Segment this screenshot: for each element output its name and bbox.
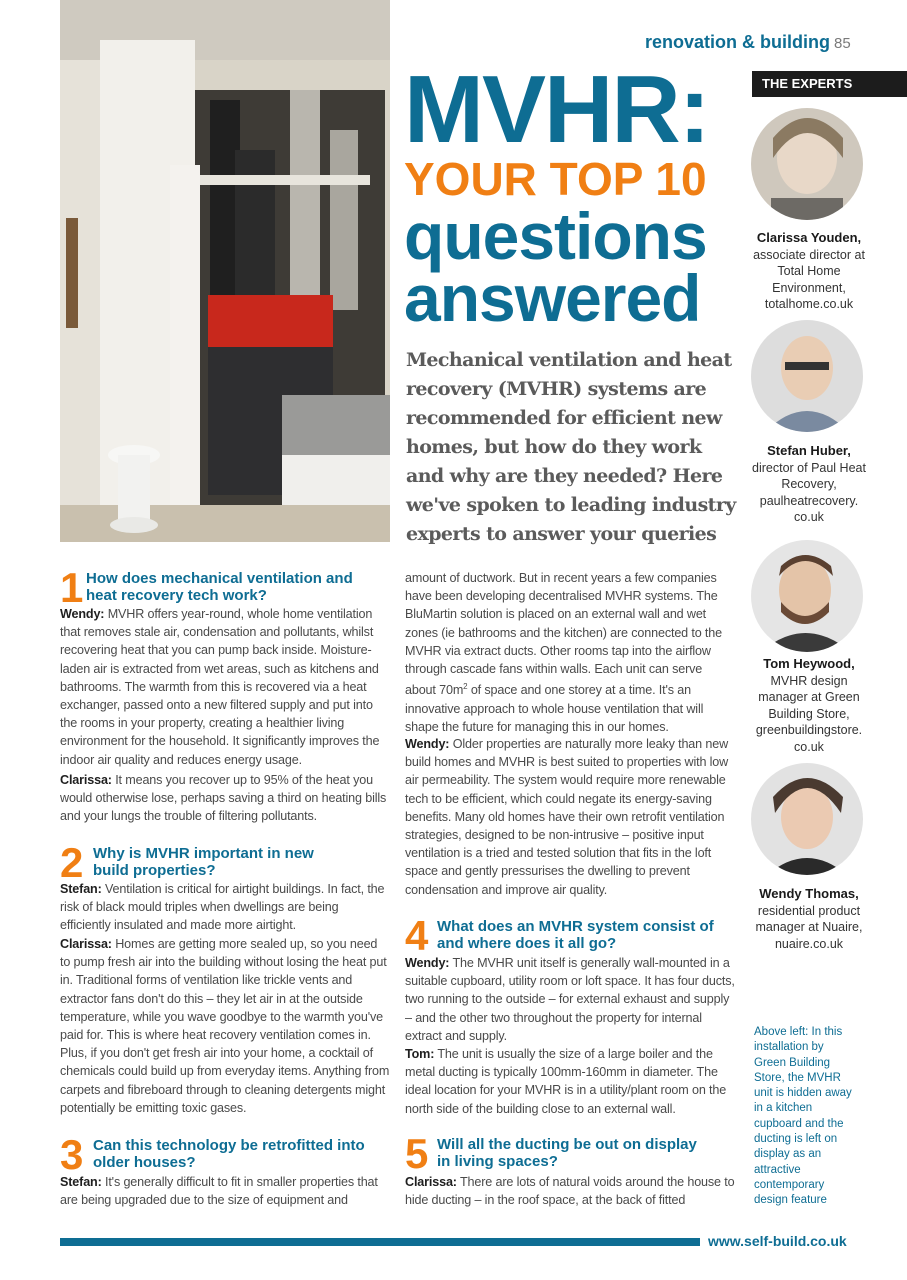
- headline-line-1: MVHR:: [404, 56, 709, 163]
- answer-paragraph: [60, 605, 390, 769]
- speaker: Stefan:: [60, 882, 102, 896]
- answer-text: It means you recover up to 95% of the heat you would otherwise lose, perhaps saving a third on heating bills and your lungs the trouble of filtering pollutants.: [60, 773, 387, 824]
- expert-clarissa: [752, 230, 866, 313]
- superscript: 2: [463, 682, 468, 692]
- expert-tom: [752, 656, 866, 755]
- question-number: 2: [60, 839, 84, 886]
- question-number: 4: [405, 912, 429, 959]
- answer-paragraph: [60, 771, 390, 826]
- continuation-text: of space and one storey at a time. It's an innovative approach to whole house ventilation that will shape the future for managing this in our homes.: [405, 683, 704, 734]
- page-number: 85: [834, 35, 851, 52]
- expert-role: director of Paul Heat Recovery, paulheatrecovery. co.uk: [752, 460, 866, 524]
- answer-text: MVHR offers year-round, whole home ventilation that removes stale air, condensation and pollutants, whilst recovering heat that you can pump back inside. Moisture-laden air is extracted from wet areas, such as kitchens and bathrooms. The warmth from this is recovered via a heat exchanger, passed onto a new filtered supply and put into the rooms in your property, creating a healthier living environment for the household. It significantly improves the indoor air quality and reduces energy usage.: [60, 607, 380, 767]
- avatar-tom: [751, 540, 863, 652]
- speaker: Tom:: [405, 1047, 435, 1061]
- avatar-wendy: [751, 763, 863, 875]
- continuation-paragraph: [405, 569, 735, 736]
- speaker: Clarissa:: [405, 1175, 457, 1189]
- speaker: Clarissa:: [60, 937, 112, 951]
- expert-name: Tom Heywood,: [763, 656, 855, 671]
- speaker: Wendy:: [60, 607, 105, 621]
- headline-line-4: answered: [404, 261, 701, 335]
- avatar-clarissa: [751, 108, 863, 220]
- question-number: 1: [60, 564, 84, 611]
- question-title: What does an MVHR system consist of and where does it all go?: [437, 918, 714, 952]
- expert-wendy: [752, 886, 866, 952]
- experts-label: THE EXPERTS: [752, 71, 907, 97]
- installation-photo: [60, 0, 390, 542]
- answer-text: There are lots of natural voids around the house to hide ducting – in the roof space, at the back of fitted: [405, 1175, 735, 1208]
- headline-line-3: questions: [404, 199, 707, 273]
- speaker: Stefan:: [60, 1175, 102, 1189]
- avatar-stefan: [751, 320, 863, 432]
- answer-text: The MVHR unit itself is generally wall-mounted in a suitable cupboard, utility room or loft space. It has four ducts, two running to the outside – for external exhaust and supply – and the other two throughout the property for internal extract and supply.: [405, 956, 735, 1043]
- question-title: How does mechanical ventilation and heat recovery tech work?: [86, 570, 353, 604]
- answer-paragraph: [405, 735, 735, 899]
- expert-role: residential product manager at Nuaire, nuaire.co.uk: [755, 903, 863, 951]
- answer-paragraph: [60, 880, 390, 935]
- answer-paragraph: [405, 954, 735, 1045]
- expert-stefan: [752, 443, 866, 526]
- footer-url[interactable]: www.self-build.co.uk: [708, 1233, 847, 1249]
- answer-paragraph: [405, 1173, 735, 1209]
- question-title: Will all the ducting be out on display in living spaces?: [437, 1136, 697, 1170]
- continuation-text: amount of ductwork. But in recent years a few companies have been developing decentralised MVHR systems. The BluMartin solution is placed on an external wall and wet zones (ie bathrooms and the kitchen) are connected to the MVHR via extract ducts. Other rooms tap into the airflow through cascade fans within walls. Each unit can serve about 70m: [405, 571, 722, 698]
- answer-paragraph: [405, 1045, 735, 1118]
- question-title: Why is MVHR important in new build properties?: [93, 845, 314, 879]
- speaker: Clarissa:: [60, 773, 112, 787]
- expert-name: Stefan Huber,: [767, 443, 851, 458]
- answer-paragraph: [60, 1173, 390, 1209]
- question-title: Can this technology be retrofitted into older houses?: [93, 1137, 365, 1171]
- expert-role: MVHR design manager at Green Building Store, greenbuildingstore. co.uk: [755, 673, 863, 754]
- answer-paragraph: [60, 935, 390, 1117]
- speaker: Wendy:: [405, 737, 450, 751]
- section-title: renovation & building: [645, 32, 830, 52]
- expert-name: Clarissa Youden,: [756, 230, 862, 245]
- expert-role: associate director at Total Home Environment, totalhome.co.uk: [753, 247, 865, 311]
- answer-text: The unit is usually the size of a large boiler and the metal ducting is typically 100mm-160mm in diameter. The ideal location for your MVHR is in a utility/plant room on the north side of the building close to an external wall.: [405, 1047, 727, 1116]
- photo-caption: Above left: In this installation by Green Building Store, the MVHR unit is hidden away in a kitchen cupboard and the ducting is left on display as an attractive contemporary design feature: [754, 1026, 852, 1207]
- answer-text: It's generally difficult to fit in smaller properties that are being upgraded due to the size of equipment and: [60, 1175, 378, 1208]
- speaker: Wendy:: [405, 956, 450, 970]
- question-number: 5: [405, 1130, 429, 1177]
- answer-text: Older properties are naturally more leaky than new build homes and MVHR is best suited to properties with low air permeability. The system would require more renewable tech to be efficient, which could negate its energy-saving benefits. Many old homes have their own retrofit ventilation strategies, designed to be non-intrusive – positive input ventilation is a tried and tested solution that fits in the loft space and gently pressurises the dwelling to prevent condensation and improve air quality.: [405, 737, 729, 897]
- standfirst: Mechanical ventilation and heat recovery (MVHR) systems are recommended for efficient new homes, but how do they work and why are they needed? Here we've spoken to leading industry experts to answer your queries: [406, 349, 736, 545]
- answer-text: Homes are getting more sealed up, so you need to pump fresh air into the building without losing the heat put in. Traditional forms of ventilation like trickle vents and extractor fans don't do this – they let air in at the outside temperature, while you wave goodbye to the warmth you've paid for. This is where heat recovery ventilation comes in. Plus, if you don't get fresh air into your home, a cocktail of chemicals could build up from everyday items. Anything from carpets and fibreboard through to cleaning detergents might potentially be emitting toxic gases.: [60, 937, 390, 1115]
- headline-line-2: YOUR TOP 10: [404, 153, 707, 205]
- question-number: 3: [60, 1131, 84, 1178]
- expert-name: Wendy Thomas,: [759, 886, 859, 901]
- footer-rule: [60, 1238, 700, 1246]
- answer-text: Ventilation is critical for airtight buildings. In fact, the risk of black mould triples when dwellings are being efficiently insulated and made more airtight.: [60, 882, 385, 933]
